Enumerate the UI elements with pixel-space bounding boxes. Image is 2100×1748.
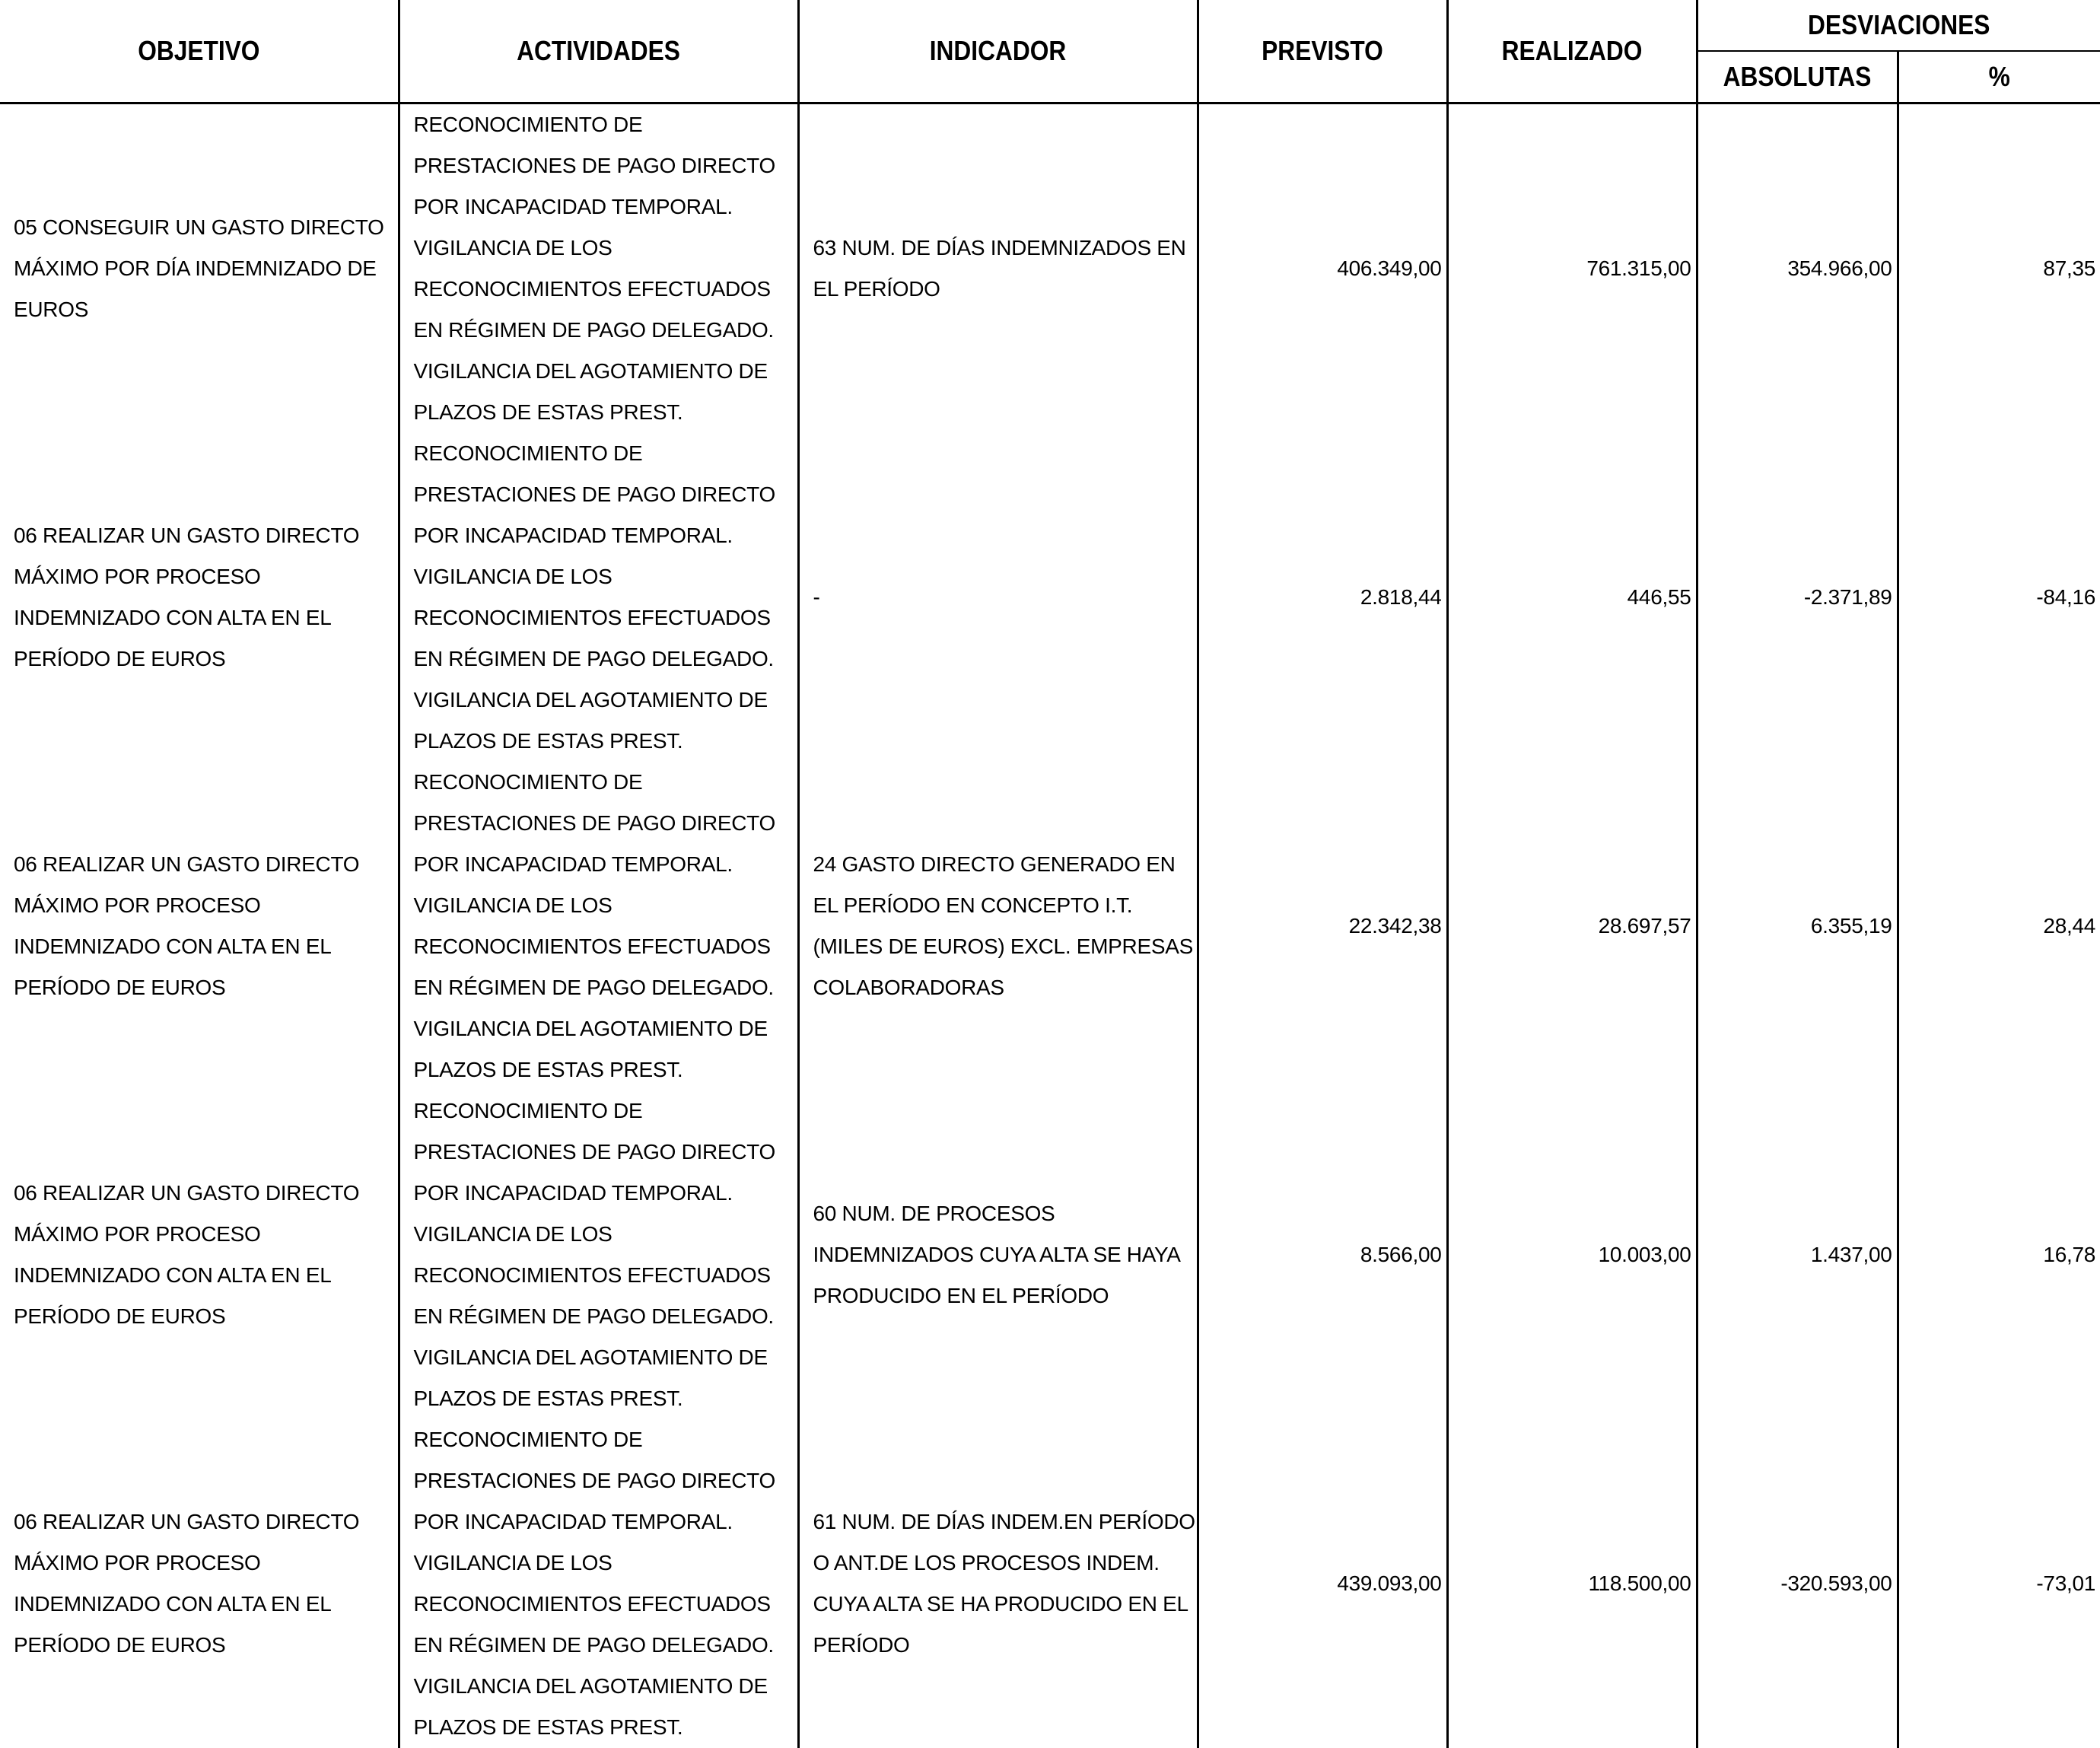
- cell-indicador: 63 NUM. DE DÍAS INDEMNIZADOS EN EL PERÍODO: [798, 103, 1198, 434]
- cell-objetivo: 06 REALIZAR UN GASTO DIRECTO MÁXIMO POR PROCESO INDEMNIZADO CON ALTA EN EL PERÍODO DE EUROS: [0, 1091, 399, 1419]
- cell-objetivo: 06 REALIZAR UN GASTO DIRECTO MÁXIMO POR PROCESO INDEMNIZADO CON ALTA EN EL PERÍODO DE EUROS: [0, 433, 399, 762]
- cell-previsto: 406.349,00: [1198, 103, 1447, 434]
- table-row: [0, 103, 2100, 434]
- cell-objetivo: 06 REALIZAR UN GASTO DIRECTO MÁXIMO POR PROCESO INDEMNIZADO CON ALTA EN EL PERÍODO DE EUROS: [0, 1419, 399, 1748]
- cell-absolutas: 354.966,00: [1697, 103, 1898, 434]
- header-objetivo: OBJETIVO: [24, 0, 374, 103]
- table-row: [0, 1419, 2100, 1748]
- cell-porcentaje: -73,01: [1898, 1419, 2100, 1748]
- cell-absolutas: 6.355,19: [1697, 762, 1898, 1091]
- cell-realizado: 118.500,00: [1447, 1419, 1697, 1748]
- cell-actividades: RECONOCIMIENTO DE PRESTACIONES DE PAGO DIRECTO POR INCAPACIDAD TEMPORAL. VIGILANCIA DE LOS RECONOCIMIENTOS EFECTUADOS EN RÉGIMEN DE PAGO DELEGADO. VIGILANCIA DEL AGOTAMIENTO DE PLAZOS DE ESTAS PREST.: [399, 433, 798, 762]
- header-previsto: PREVISTO: [1213, 0, 1433, 103]
- header-absolutas: ABSOLUTAS: [1709, 51, 1885, 103]
- cell-realizado: 28.697,57: [1447, 762, 1697, 1091]
- cell-porcentaje: 87,35: [1898, 103, 2100, 434]
- cell-absolutas: -320.593,00: [1697, 1419, 1898, 1748]
- header-desviaciones: DESVIACIONES: [1721, 0, 2076, 51]
- cell-actividades: RECONOCIMIENTO DE PRESTACIONES DE PAGO DIRECTO POR INCAPACIDAD TEMPORAL. VIGILANCIA DE LOS RECONOCIMIENTOS EFECTUADOS EN RÉGIMEN DE PAGO DELEGADO. VIGILANCIA DEL AGOTAMIENTO DE PLAZOS DE ESTAS PREST.: [399, 1091, 798, 1419]
- cell-absolutas: -2.371,89: [1697, 433, 1898, 762]
- header-porcentaje: %: [1910, 51, 2088, 103]
- cell-realizado: 761.315,00: [1447, 103, 1697, 434]
- cell-previsto: 439.093,00: [1198, 1419, 1447, 1748]
- table-row: [0, 762, 2100, 1091]
- cell-porcentaje: -84,16: [1898, 433, 2100, 762]
- cell-absolutas: 1.437,00: [1697, 1091, 1898, 1419]
- cell-realizado: 446,55: [1447, 433, 1697, 762]
- cell-indicador: 60 NUM. DE PROCESOS INDEMNIZADOS CUYA ALTA SE HAYA PRODUCIDO EN EL PERÍODO: [798, 1091, 1198, 1419]
- cell-objetivo: 05 CONSEGUIR UN GASTO DIRECTO MÁXIMO POR DÍA INDEMNIZADO DE EUROS: [0, 103, 399, 434]
- cell-indicador: 24 GASTO DIRECTO GENERADO EN EL PERÍODO EN CONCEPTO I.T.(MILES DE EUROS) EXCL. EMPRESAS COLABORADORAS: [798, 762, 1198, 1091]
- header-realizado: REALIZADO: [1462, 0, 1682, 103]
- table-row: [0, 433, 2100, 762]
- cell-porcentaje: 28,44: [1898, 762, 2100, 1091]
- cell-previsto: 2.818,44: [1198, 433, 1447, 762]
- cell-porcentaje: 16,78: [1898, 1091, 2100, 1419]
- cell-realizado: 10.003,00: [1447, 1091, 1697, 1419]
- cell-indicador: -: [798, 433, 1198, 762]
- header-indicador: INDICADOR: [822, 0, 1174, 103]
- cell-actividades: RECONOCIMIENTO DE PRESTACIONES DE PAGO DIRECTO POR INCAPACIDAD TEMPORAL. VIGILANCIA DE LOS RECONOCIMIENTOS EFECTUADOS EN RÉGIMEN DE PAGO DELEGADO. VIGILANCIA DEL AGOTAMIENTO DE PLAZOS DE ESTAS PREST.: [399, 1419, 798, 1748]
- cell-previsto: 8.566,00: [1198, 1091, 1447, 1419]
- cell-actividades: RECONOCIMIENTO DE PRESTACIONES DE PAGO DIRECTO POR INCAPACIDAD TEMPORAL. VIGILANCIA DE LOS RECONOCIMIENTOS EFECTUADOS EN RÉGIMEN DE PAGO DELEGADO. VIGILANCIA DEL AGOTAMIENTO DE PLAZOS DE ESTAS PREST.: [399, 762, 798, 1091]
- header-actividades: ACTIVIDADES: [423, 0, 775, 103]
- cell-objetivo: 06 REALIZAR UN GASTO DIRECTO MÁXIMO POR PROCESO INDEMNIZADO CON ALTA EN EL PERÍODO DE EUROS: [0, 762, 399, 1091]
- table-body: [0, 103, 2100, 1748]
- table-row: [0, 1091, 2100, 1419]
- cell-previsto: 22.342,38: [1198, 762, 1447, 1091]
- cell-indicador: 61 NUM. DE DÍAS INDEM.EN PERÍODO O ANT.DE LOS PROCESOS INDEM. CUYA ALTA SE HA PRODUCIDO EN EL PERÍODO: [798, 1419, 1198, 1748]
- cell-actividades: RECONOCIMIENTO DE PRESTACIONES DE PAGO DIRECTO POR INCAPACIDAD TEMPORAL. VIGILANCIA DE LOS RECONOCIMIENTOS EFECTUADOS EN RÉGIMEN DE PAGO DELEGADO. VIGILANCIA DEL AGOTAMIENTO DE PLAZOS DE ESTAS PREST.: [399, 103, 798, 434]
